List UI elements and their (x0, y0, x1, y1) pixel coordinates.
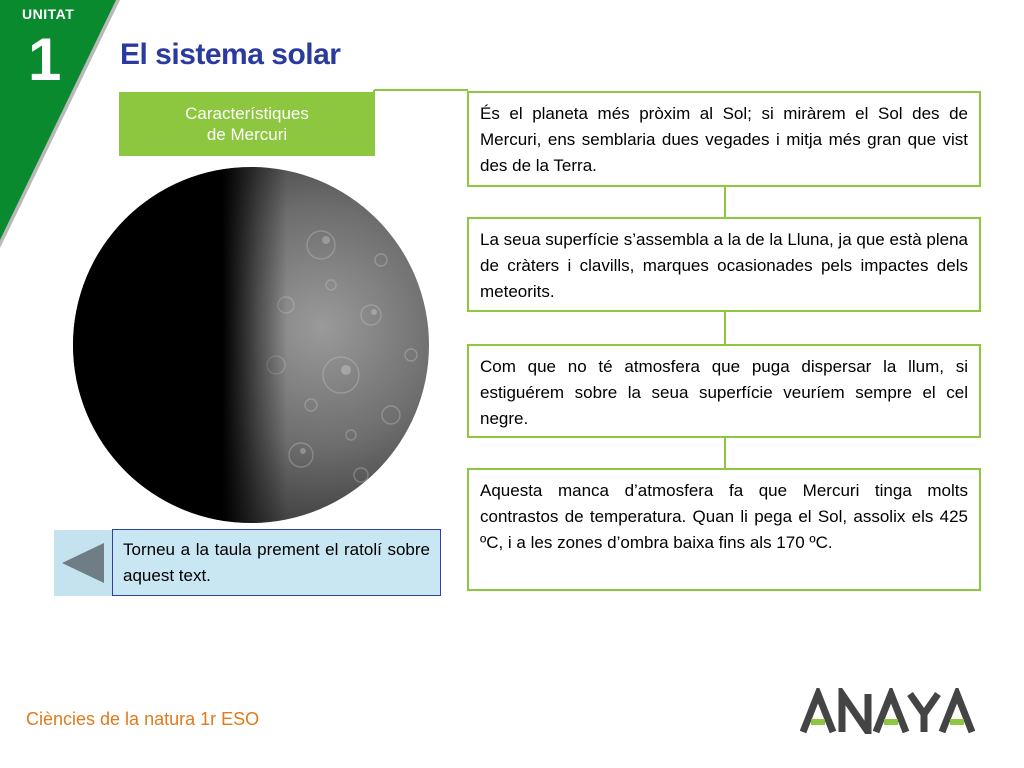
back-button[interactable] (54, 530, 112, 596)
subtitle-line-1: Característiques (185, 104, 309, 123)
unit-number: 1 (28, 26, 62, 93)
back-to-table-link[interactable] (112, 529, 441, 596)
page-title: El sistema solar (120, 38, 341, 71)
unit-label: UNITAT (22, 6, 75, 22)
info-box-1-text: És el planeta més pròxim al Sol; si miràrem el Sol des de Mercuri, ens semblaria dues vegades i mitja més gran que vist des de la Terra. (480, 104, 968, 175)
info-box-3-text: Com que no té atmosfera que puga dispersar la llum, si estiguérem sobre la seua superfície veuríem sempre el cel negre. (480, 357, 968, 428)
subtitle-line-2: de Mercuri (206, 125, 288, 144)
info-box-2 (467, 217, 981, 312)
left-triangle-icon (60, 541, 106, 585)
subtitle-box (119, 92, 375, 156)
info-box-1 (467, 91, 981, 187)
info-box-2-text: La seua superfície s’assembla a la de la Lluna, ja que està plena de cràters i clavills, marques ocasionades pels impactes dels meteorits. (480, 230, 968, 301)
info-box-4-text: Aquesta manca d’atmosfera fa que Mercuri tinga molts contrastos de temperatura. Quan li pega el Sol, assolix els 425 ºC, i a les zones d’ombra baixa fins als 170 ºC. (480, 481, 968, 552)
footer-course: Ciències de la natura 1r ESO (26, 709, 260, 729)
info-box-4 (467, 468, 981, 591)
anaya-logo (800, 688, 976, 734)
info-box-3 (467, 344, 981, 438)
back-to-table-text: Torneu a la taula prement el ratolí sobre aquest text. (123, 540, 430, 585)
mercury-image (71, 165, 431, 525)
